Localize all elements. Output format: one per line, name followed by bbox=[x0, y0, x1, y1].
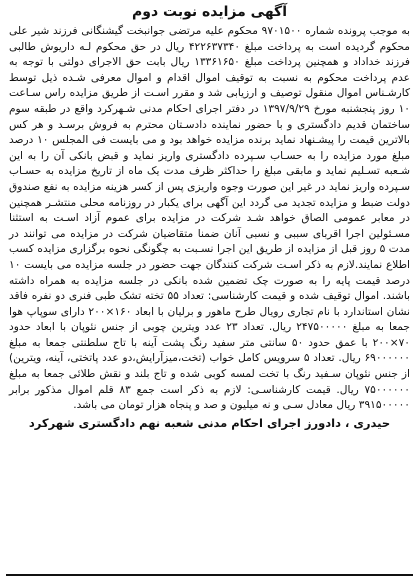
notice-signature: حیدری ، دادورز اجرای احکام مدنی شعبه نهم دادگستری شهرکرد bbox=[28, 415, 391, 430]
notice-title: آگهی مزایده نوبت دوم bbox=[131, 4, 287, 20]
notice-body: به موجب پرونده شماره ۹۷۰۱۵۰۰ محکوم علیه مرتضی جوانبخت گیشنگانی فرزند شیر علی محکوم گردیده است به پرداخت مبلغ ۴۲۲۶۳۷۳۴۰ ریال در حق محکوم لـه داریوش طالبی فرزند خداداد و همچنین پرداخت مبلغ ۱۳۳۶۱۶۵۰ ریال بابت حق الاجرای دولتی با توجه به عدم پرداخت محکوم به نسبت به توقیف اموال اقدام و اموال معرفی شـده ذیل توسط کارشـناس اموال منقول توصیف و ارزیابی شد و مقرر اسـت از طریق مزایده راس سـاعت ۱۰ روز پنجشنبه مورخ ۱۳۹۷/۹/۲۹ در دفتر اجرای احکام مدنی شـهرکرد واقع در طبقه سوم ساختمان قدیم دادگستری و با حضور نماینده دادسـتان محترم به فروش برسـد و هر کس بالاترین قیمت را پیشـنهاد نماید برنده مزایده خواهد بود و می بایست فی المجلس ۱۰ درصد مبلغ مورد مزایده را به حسـاب سـپرده دادگستری واریز نماید و قبض بانکی آن را به این شـعبه تسـلیم نماید و مابقی مبلغ را حداکثر ظرف مدت یک ماه از تاریخ مزایده به حسـاب سـپرده واریز نماید در غیر این صورت وجوه واریزی پس از کسر هزینه مزایده به نفع صندوق دولت ضبط و مزایده تجدید می گردد این آگهی برای یکبار در روزنامه محلی منتشـر همچنین در معابر عمومی الصاق خواهد شـد شرکت در مزایده برای عموم آزاد اسـت به استثنا مسـئولین اجرا اقربای سببی و نسبی آنان ضمنا متقاضیان شرکت در مزایده می توانند در مدت ۵ روز قبل از مزایده از طریق این اجرا نسـبت به چگونگی نحوه برگزاری مزایده کسب اطلاع نمایند.لازم به ذکر اسـت شرکت کنندگان جهت حضور در جلسه مزایده می بایست ۱۰ درصد قیمت پایه را به صورت چک تضمین شده بانکی در جلسه مزایده به همراه داشته باشند. اموال توقیف شده و قیمت کارشناسی: تعداد ۵۵ تخته تشک طبی فنری دو نفره فاقد نشان استاندارد با نام تجاری رویال طرح ماهور و برلیان با ابعاد ۱۶۰×۲۰۰ دارای سوپاپ هوا جمعا به مبلغ ۲۴۷۵۰۰۰۰۰ ریال. تعداد ۲۳ عدد ویترین چوبی از جنس نئوپان با ابعاد حدود ۷۰×۲۰۰ با عمق حدود ۵۰ سانتی متر سفید رنگ پشت آینه با تاج سلطنتی جمعا به مبلغ ۶۹۰۰۰۰۰۰ ریال. تعداد ۵ سرویس کامل خواب (تخت،میزآرایش،دو عدد پاتختی، آینه، ویترین) از جنس نئوپان سـفید رنگ با تخت لمسه کوبی شده و تاج بلند و نقش طلائی جمعا به مبلغ ۷۵۰۰۰۰۰۰ ریال. قیمت کارشناسـی: لازم به ذکر است جمع ۸۳ قلم اموال مذکور برابر ۳۹۱۵۰۰۰۰۰ ریال معادل سـی و نه میلیون و صد و پنجاه هزار تومان می باشد. bbox=[9, 25, 411, 412]
